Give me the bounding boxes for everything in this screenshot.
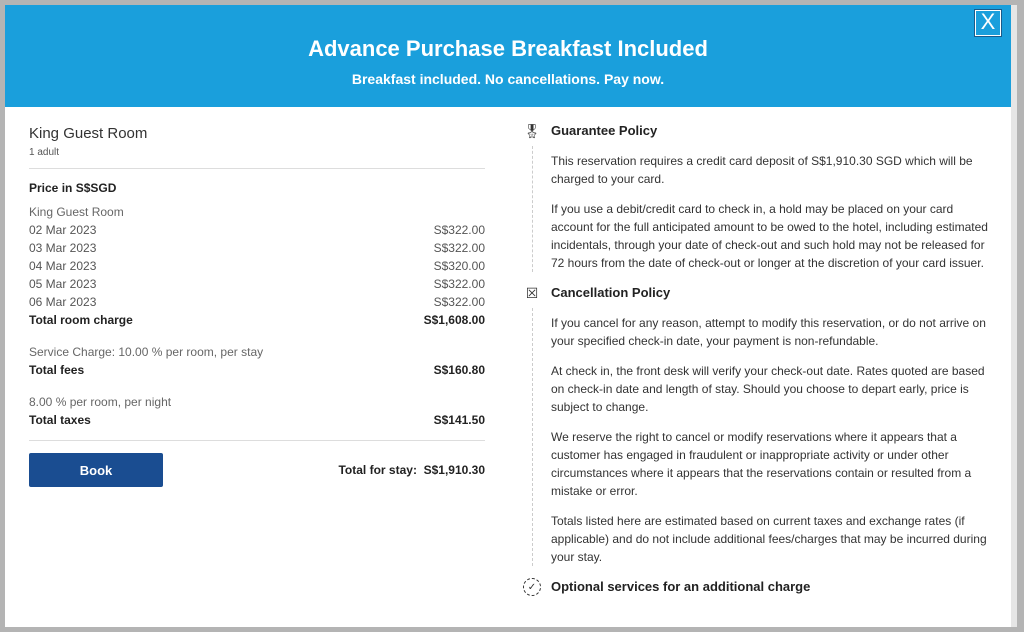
value: S$160.80: [433, 363, 485, 377]
night-row: [29, 239, 485, 257]
total-stay-value: S$1,910.30: [423, 463, 485, 477]
price-summary: [29, 125, 485, 487]
value: S$1,608.00: [423, 313, 485, 327]
policy-text: At check in, the front desk will verify your check-out date. Rates quoted are based on check-in date and length of stay. Should you choose to depart early, price is subject to change.: [551, 364, 985, 414]
night-date: 04 Mar 2023: [29, 259, 97, 273]
night-date: 05 Mar 2023: [29, 277, 97, 291]
night-date: 03 Mar 2023: [29, 241, 97, 255]
service-note: [29, 343, 485, 361]
policy-text: If you cancel for any reason, attempt to modify this reservation, or do not arrive on your specified check-in date, your payment is non-refundable.: [551, 316, 986, 348]
night-date: 06 Mar 2023: [29, 295, 97, 309]
total-room-row: [29, 311, 485, 329]
room-label: [29, 203, 485, 221]
label: Total fees: [29, 363, 85, 377]
price-heading: Price in S$SGD: [29, 181, 117, 195]
policy-text: If you use a debit/credit card to check in, a hold may be placed on your card account for the full anticipated amount to be owed to the hotel, including estimated incidentals, through your date of check-out and such hold may not be released for 72 hours from the date of check-out or longer at the discretion of your card issuer.: [551, 202, 988, 270]
policy-section: [521, 122, 991, 272]
label: Total taxes: [29, 413, 91, 427]
service-note-text: Service Charge: 10.00 % per room, per stay: [29, 345, 264, 359]
value: S$141.50: [433, 413, 485, 427]
timeline-line: [532, 146, 533, 272]
rate-details-modal: [5, 5, 1017, 627]
policy-title: Guarantee Policy: [551, 123, 658, 138]
policy-section: [521, 284, 991, 566]
rate-title: Advance Purchase Breakfast Included: [308, 36, 708, 61]
night-row: [29, 221, 485, 239]
total-taxes-row: [29, 411, 485, 429]
close-button[interactable]: X: [975, 10, 1001, 36]
room-name: King Guest Room: [29, 125, 148, 142]
night-amount: S$322.00: [433, 295, 485, 309]
night-amount: S$322.00: [433, 223, 485, 237]
policy-text: This reservation requires a credit card deposit of S$1,910.30 SGD which will be charged to your card.: [551, 154, 973, 186]
total-stay-label: Total for stay:: [338, 463, 417, 477]
policies: [521, 122, 991, 608]
total-fees-row: [29, 361, 485, 379]
check-circle-icon: ✓: [523, 578, 541, 596]
policy-title: Optional services for an additional charge: [551, 579, 811, 594]
policy-text: Totals listed here are estimated based on current taxes and exchange rates (if applicable) and do not include additional fees/charges that may be incurred during your stay.: [551, 514, 987, 564]
rate-subtitle: Breakfast included. No cancellations. Pay now.: [351, 71, 665, 87]
book-button[interactable]: Book: [29, 453, 163, 487]
award-icon: 🎖: [523, 123, 541, 139]
modal-header: [5, 5, 1011, 107]
night-amount: S$320.00: [433, 259, 485, 273]
night-row: [29, 293, 485, 311]
night-amount: S$322.00: [433, 277, 485, 291]
tax-note-text: 8.00 % per room, per night: [29, 395, 172, 409]
guest-count: 1 adult: [29, 147, 60, 158]
night-date: 02 Mar 2023: [29, 223, 97, 237]
night-row: [29, 257, 485, 275]
shield-x-icon: ☒: [525, 285, 539, 301]
tax-note: [29, 393, 485, 411]
policy-section: [521, 578, 991, 596]
label: Total room charge: [29, 313, 133, 327]
room-label-text: King Guest Room: [29, 205, 124, 219]
timeline-line: [532, 308, 533, 566]
policy-title: Cancellation Policy: [551, 285, 671, 300]
total-stay: [338, 463, 485, 477]
night-amount: S$322.00: [433, 241, 485, 255]
policy-text: We reserve the right to cancel or modify reservations where it appears that a customer has engaged in fraudulent or inappropriate activity or under other circumstances where it appears that the reservations contain or resulted from a mistake or error.: [551, 430, 972, 498]
night-row: [29, 275, 485, 293]
